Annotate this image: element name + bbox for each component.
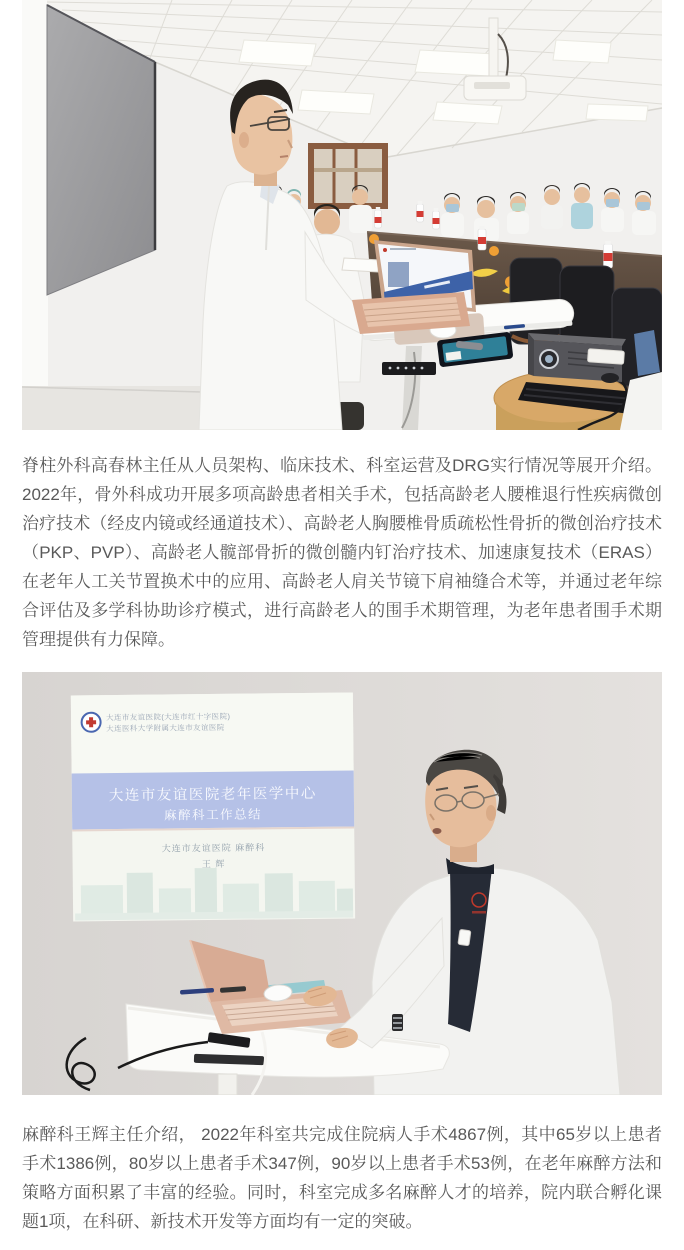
white-box [588, 349, 625, 364]
slide-dept-line: 大连市友谊医院 麻醉科 [161, 842, 266, 854]
window [308, 143, 388, 209]
anesthesiology-presentation-photo [22, 672, 662, 1095]
badge-clip [458, 929, 471, 945]
slide-title-line2: 麻醉科工作总结 [164, 807, 263, 823]
hospital-logo [82, 713, 101, 732]
slide-org-line1: 大连市友谊医院(大连市红十字医院) [106, 711, 231, 723]
slide-presenter-name: 王 辉 [201, 858, 226, 870]
slide-org-line2: 大连医科大学附属大连市友谊医院 [106, 722, 225, 734]
meeting-room-photo [22, 0, 662, 430]
black-mouse [601, 373, 619, 383]
paragraph-anesthesiology: 麻醉科王辉主任介绍， 2022年科室共完成住院病人手术4867例，其中65岁以上患者手术1386例，80岁以上患者手术347例，90岁以上患者手术53例，在老年麻醉方法和策略方面积累了丰富的经验。同时，科室完成多名麻醉人才的培养，院内联合孵化课题1项，在科研、新技术开发等方面均有一定的突破。 [22, 1125, 662, 1231]
slide-title-line1: 大连市友谊医院老年医学中心 [108, 785, 317, 805]
paragraph-spine-surgery: 脊柱外科高春林主任从人员架构、临床技术、科室运营及DRG实行情况等展开介绍。2022年，骨外科成功开展多项高龄患者相关手术，包括高龄老人腰椎退行性疾病微创治疗技术（经皮内镜或经通道技术）、高龄老人胸腰椎骨质疏松性骨折的微创治疗技术（PKP、PVP）、高龄老人髋部骨折的微创髓内钉治疗技术、加速康复技术（ERAS）在老年人工关节置换术中的应用、高龄老人肩关节镜下肩袖缝合术等，并通过老年综合评估及多学科协助诊疗模式，进行高龄老人的围手术期管理，为老年患者围手术期管理提供有力保障。 [22, 456, 662, 649]
projection-screen [71, 693, 355, 922]
